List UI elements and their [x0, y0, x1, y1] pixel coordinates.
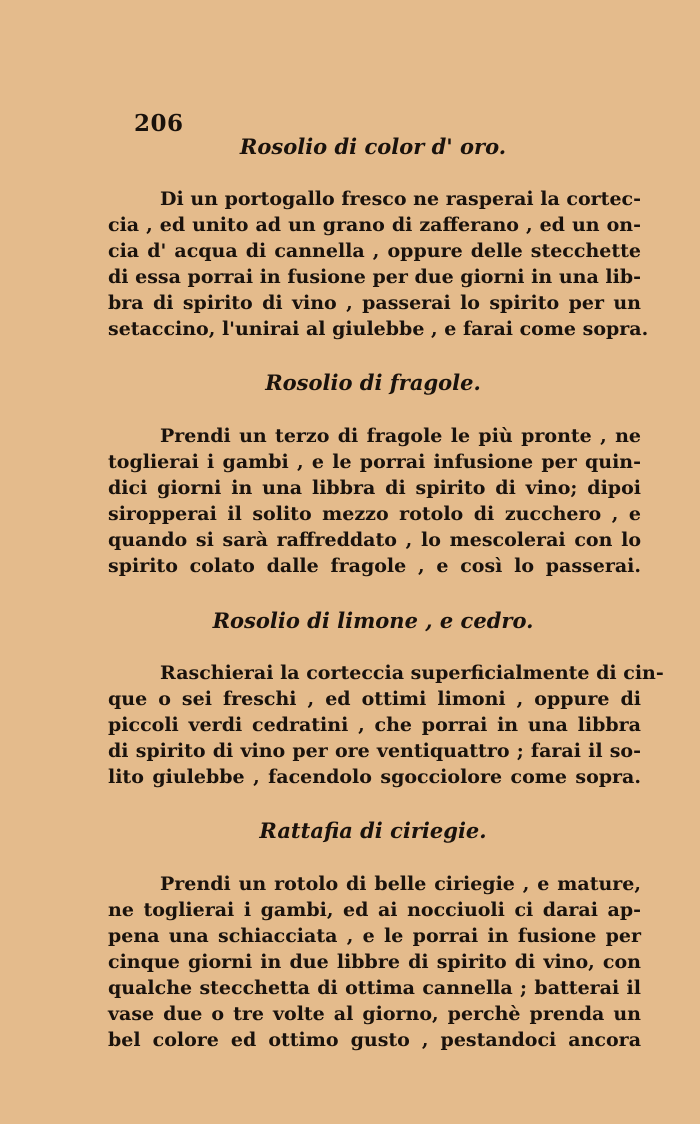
text-line: cia d' acqua di cannella , oppure delle stecchette	[108, 240, 641, 262]
text-line: piccoli verdi cedratini , che porrai in una libbra	[108, 714, 641, 736]
text-line: cinque giorni in due libbre di spirito di vino, con	[108, 951, 641, 973]
section-paragraph-rosolio-fragole	[108, 423, 641, 579]
text-line: quando si sarà raffreddato , lo mescolerai con lo	[108, 529, 641, 551]
text-line: di spirito di vino per ore ventiquattro ; farai il so-	[108, 740, 641, 762]
section-heading-rattafia-ciriegie: Rattafia di ciriegie.	[259, 818, 487, 843]
text-line: bra di spirito di vino , passerai lo spirito per un	[108, 292, 641, 314]
page-number: 206	[134, 110, 184, 137]
text-line: toglierai i gambi , e le porrai infusione per quin-	[108, 451, 641, 473]
text-line: Prendi un terzo di fragole le più pronte , ne	[160, 425, 641, 447]
text-line: di essa porrai in fusione per due giorni in una lib-	[108, 266, 641, 288]
section-heading-rosolio-color-oro: Rosolio di color d' oro.	[239, 134, 507, 159]
text-line: dici giorni in una libbra di spirito di vino; dipoi	[108, 477, 641, 499]
section-paragraph-rosolio-limone-cedro	[108, 660, 664, 790]
text-line: setaccino, l'unirai al giulebbe , e farai come sopra.	[108, 318, 649, 340]
text-line: qualche stecchetta di ottima cannella ; batterai il	[108, 977, 641, 999]
text-line: Prendi un rotolo di belle ciriegie , e mature,	[160, 873, 641, 895]
text-line: vase due o tre volte al giorno, perchè prenda un	[108, 1003, 641, 1025]
text-line: Di un portogallo fresco ne rasperai la cortec-	[160, 188, 641, 210]
text-line: bel colore ed ottimo gusto , pestandoci ancora	[108, 1029, 641, 1051]
text-line: que o sei freschi , ed ottimi limoni , oppure di	[108, 688, 641, 710]
text-line: lito giulebbe , facendolo sgocciolore come sopra.	[108, 766, 641, 788]
text-line: Raschierai la corteccia superficialmente di cin-	[160, 662, 664, 684]
text-line: ne toglierai i gambi, ed ai nocciuoli ci darai ap-	[108, 899, 641, 921]
text-line: spirito colato dalle fragole , e così lo passerai.	[108, 555, 641, 577]
text-line: cia , ed unito ad un grano di zafferano , ed un on-	[108, 214, 641, 236]
section-heading-rosolio-limone-cedro: Rosolio di limone , e cedro.	[212, 608, 534, 633]
section-paragraph-rosolio-color-oro	[108, 186, 649, 342]
section-paragraph-rattafia-ciriegie	[108, 871, 641, 1053]
text-line: pena una schiacciata , e le porrai in fusione per	[108, 925, 641, 947]
text-line: siropperai il solito mezzo rotolo di zucchero , e	[108, 503, 641, 525]
section-heading-rosolio-fragole: Rosolio di fragole.	[265, 370, 481, 395]
